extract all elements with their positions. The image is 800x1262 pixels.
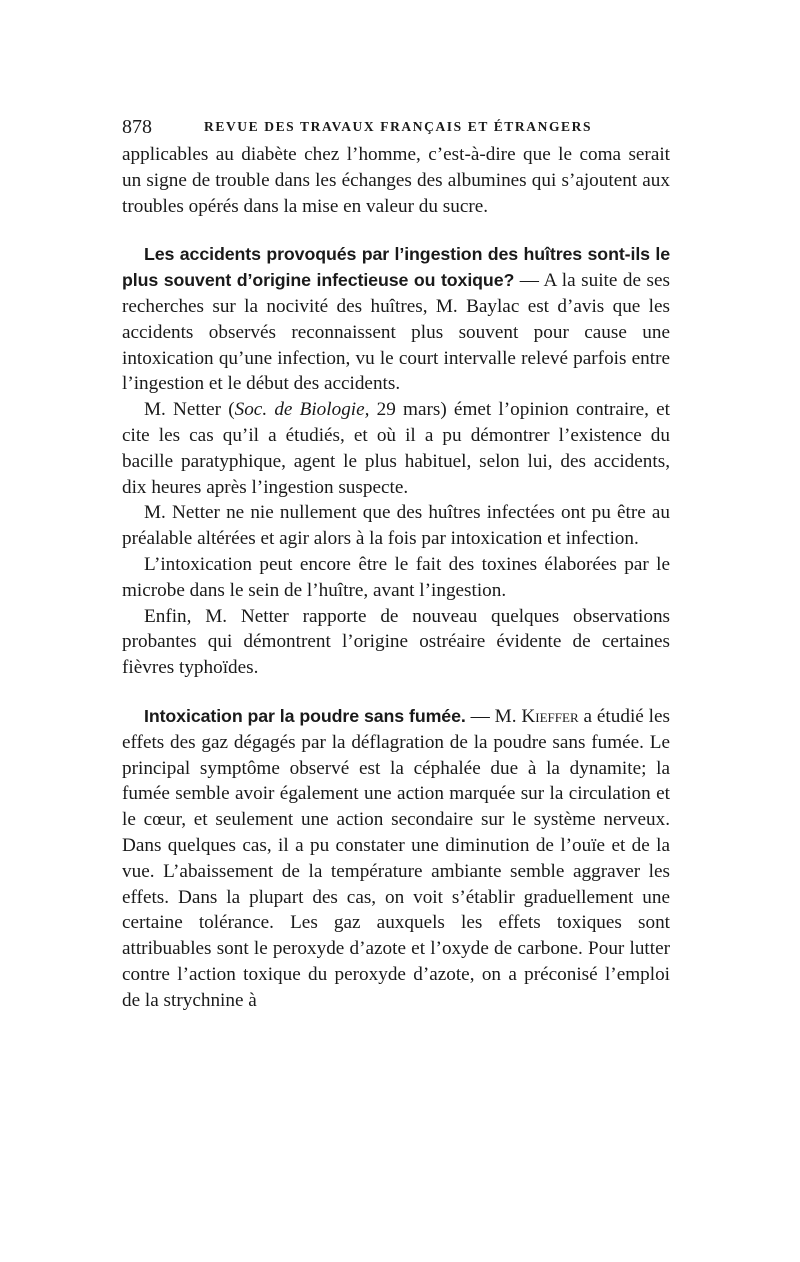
page-number: 878 — [122, 116, 152, 138]
author-name: Kieffer — [521, 705, 579, 727]
paragraph-observations: Enfin, M. Netter rapporte de nouveau quelques observations probantes qui démontrent l’origine ostréaire évidente de certaines fièvres typhoïdes. — [122, 605, 670, 679]
book-page — [122, 112, 670, 1014]
paragraph-toxins: L’intoxication peut encore être le fait des toxines élaborées par le microbe dans le sein de l’huître, avant l’ingestion. — [122, 553, 670, 601]
paragraph-netter-opinion — [122, 397, 670, 500]
section-oysters — [122, 242, 670, 397]
em-dash: — M. — [465, 705, 522, 727]
source-citation: Soc. de Biologie, — [234, 399, 370, 421]
paragraph-text: M. Netter ( — [144, 399, 235, 421]
section-text-oysters: A la suite de ses recherches sur la nocivité des huîtres, M. Baylac est d’avis que les accidents observés reconnaissent plus souvent pour cause une intoxication qu’une infection, vu le court intervalle relevé parfois entre l’ingestion et le début des accidents. — [122, 270, 670, 395]
page-body — [122, 142, 670, 1014]
paragraph-netter-infection: M. Netter ne nie nullement que des huîtres infectées ont pu être au préalable altérées et agir alors à la fois par intoxication et infection. — [122, 502, 670, 550]
em-dash: — — [514, 270, 544, 292]
continued-paragraph: applicables au diabète chez l’homme, c’est-à-dire que le coma serait un signe de trouble dans les échanges des albumines qui s’ajoutent aux troubles opérés dans la mise en valeur du sucre. — [122, 144, 670, 217]
section-heading-oysters: Les accidents provoqués par l’ingestion des huîtres sont-ils le plus souvent d’origine infectieuse ou toxique? — [122, 244, 670, 291]
section-smokeless-powder — [122, 704, 670, 1014]
page-header — [122, 112, 670, 142]
paragraph-text: 29 mars) émet l’opinion contraire, et cite les cas qu’il a étudiés, et où il a pu démontrer l’existence du bacille paratyphique, agent le plus habituel, selon lui, des accidents, dix heures après l’ingestion suspecte. — [122, 399, 670, 498]
running-head: REVUE DES TRAVAUX FRANÇAIS ET ÉTRANGERS — [204, 119, 593, 134]
section-heading-powder: Intoxication par la poudre sans fumée. — [144, 705, 466, 726]
section-text-powder: a étudié les effets des gaz dégagés par la déflagration de la poudre sans fumée. Le principal symptôme observé est la céphalée due à la dynamite; la fumée semble avoir également une action marquée sur la circulation et le cœur, et seulement une action secondaire sur le système nerveux. Dans quelques cas, il a pu constater une diminution de l’ouïe et de la vue. L’abaissement de la température ambiante semble aggraver les effets. Dans la plupart des cas, on voit s’établir graduellement une certaine tolérance. Les gaz auxquels les effets toxiques sont attribuables sont le peroxyde d’azote et l’oxyde de carbone. Pour lutter contre l’action toxique du peroxyde d’azote, on a préconisé l’emploi de la strychnine à — [122, 705, 670, 1011]
